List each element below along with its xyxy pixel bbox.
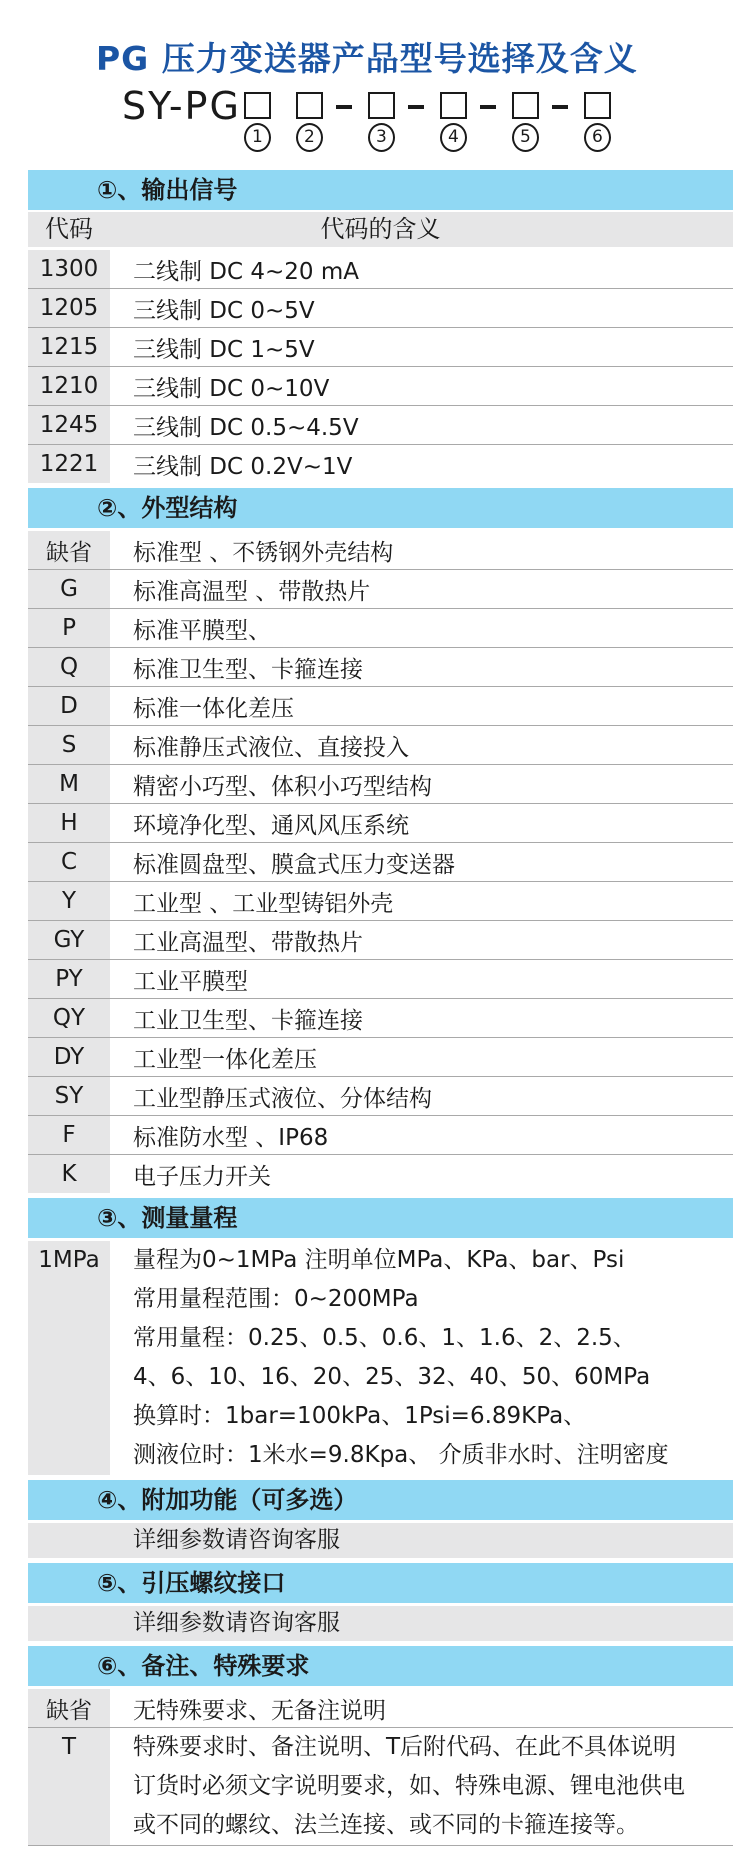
position-number-badge-4: 4 xyxy=(440,123,467,152)
code-cell: 1MPa xyxy=(28,1241,110,1475)
position-number-badge-2: 2 xyxy=(296,123,323,152)
code-cell: GY xyxy=(28,921,110,959)
table-row xyxy=(28,1077,733,1116)
code-cell: K xyxy=(28,1155,110,1193)
section-header-6: ⑥、备注、特殊要求 xyxy=(28,1646,733,1686)
code-cell: M xyxy=(28,765,110,803)
code-cell: P xyxy=(28,609,110,647)
meaning-line: 换算时：1bar=100kPa、1Psi=6.89KPa、 xyxy=(133,1403,587,1429)
model-position-2 xyxy=(296,88,323,152)
table-row xyxy=(28,609,733,648)
meaning-cell: 二线制 DC 4~20 mA xyxy=(115,250,733,288)
table-row xyxy=(28,765,733,804)
table-row xyxy=(28,570,733,609)
meaning-line: 常用量程：0.25、0.5、0.6、1、1.6、2、2.5、 xyxy=(133,1325,636,1351)
position-number-badge-1: 1 xyxy=(244,123,271,152)
code-cell: 1221 xyxy=(28,445,110,483)
code-cell: PY xyxy=(28,960,110,998)
table-row xyxy=(28,250,733,289)
meaning-cell: 三线制 DC 0~10V xyxy=(115,367,733,405)
model-position-4 xyxy=(440,88,467,152)
meaning-cell: 三线制 DC 0~5V xyxy=(115,289,733,327)
code-cell: SY xyxy=(28,1077,110,1115)
meaning-cell: 工业型一体化差压 xyxy=(115,1038,733,1076)
position-number-badge-5: 5 xyxy=(512,123,539,152)
table-row xyxy=(28,445,733,483)
meaning-cell: 标准防水型 、IP68 xyxy=(115,1116,733,1154)
model-code-box-2 xyxy=(296,92,323,119)
code-cell: 缺省 xyxy=(28,531,110,569)
model-position-3 xyxy=(368,88,395,152)
meaning-cell: 标准型 、不锈钢外壳结构 xyxy=(115,531,733,569)
table-row xyxy=(28,960,733,999)
section-header-4: ④、附加功能（可多选） xyxy=(28,1480,733,1520)
code-column-label: 代码 xyxy=(45,215,93,243)
code-cell: Y xyxy=(28,882,110,920)
code-cell: G xyxy=(28,570,110,608)
meaning-cell: 标准卫生型、卡箍连接 xyxy=(115,648,733,686)
model-position-6 xyxy=(584,88,611,152)
meaning-cell xyxy=(115,1241,733,1475)
note-row: 详细参数请咨询客服 xyxy=(28,1606,733,1641)
section-header-5: ⑤、引压螺纹接口 xyxy=(28,1563,733,1603)
section-header-3: ③、测量量程 xyxy=(28,1198,733,1238)
meaning-cell: 精密小巧型、体积小巧型结构 xyxy=(115,765,733,803)
table-row xyxy=(28,1038,733,1077)
code-cell: 缺省 xyxy=(28,1689,110,1727)
code-cell: Q xyxy=(28,648,110,686)
code-cell: 1215 xyxy=(28,328,110,366)
meaning-cell: 工业型静压式液位、分体结构 xyxy=(115,1077,733,1115)
dash-separator xyxy=(480,105,496,109)
table-row xyxy=(28,648,733,687)
meaning-cell: 标准高温型 、带散热片 xyxy=(115,570,733,608)
model-prefix: SY-PG xyxy=(122,84,241,128)
column-header-row xyxy=(28,212,733,247)
model-code-box-4 xyxy=(440,92,467,119)
dash-separator xyxy=(408,105,424,109)
meaning-cell: 工业卫生型、卡箍连接 xyxy=(115,999,733,1037)
code-cell: 1205 xyxy=(28,289,110,327)
model-position-1 xyxy=(244,88,271,152)
meaning-line: 或不同的螺纹、法兰连接、或不同的卡箍连接等。 xyxy=(133,1812,639,1838)
model-position-5 xyxy=(512,88,539,152)
table-row xyxy=(28,843,733,882)
meaning-line: 量程为0~1MPa 注明单位MPa、KPa、bar、Psi xyxy=(133,1247,625,1273)
meaning-line: 4、6、10、16、20、25、32、40、50、60MPa xyxy=(133,1364,651,1390)
meaning-line: 常用量程范围：0~200MPa xyxy=(133,1286,419,1312)
code-cell: DY xyxy=(28,1038,110,1076)
code-cell: F xyxy=(28,1116,110,1154)
model-code-diagram xyxy=(122,84,750,152)
meaning-column-label: 代码的含义 xyxy=(320,215,441,243)
code-cell: H xyxy=(28,804,110,842)
meaning-cell xyxy=(115,1728,733,1845)
meaning-cell: 标准圆盘型、膜盒式压力变送器 xyxy=(115,843,733,881)
dash-separator xyxy=(336,105,352,109)
code-cell: 1300 xyxy=(28,250,110,288)
meaning-cell: 标准静压式液位、直接投入 xyxy=(115,726,733,764)
page-title: PG 压力变送器产品型号选择及含义 xyxy=(96,39,638,78)
model-code-box-5 xyxy=(512,92,539,119)
meaning-cell: 标准平膜型、 xyxy=(115,609,733,647)
meaning-line: 特殊要求时、备注说明、T后附代码、在此不具体说明 xyxy=(133,1734,677,1760)
code-cell: 1210 xyxy=(28,367,110,405)
model-code-box-1 xyxy=(244,92,271,119)
code-cell: D xyxy=(28,687,110,725)
table-row xyxy=(28,531,733,570)
code-cell: S xyxy=(28,726,110,764)
table-row xyxy=(28,1689,733,1728)
table-row xyxy=(28,882,733,921)
table-row xyxy=(28,406,733,445)
table-row xyxy=(28,687,733,726)
section-header-2: ②、外型结构 xyxy=(28,488,733,528)
selection-table xyxy=(28,170,733,1846)
section-header-1: ①、输出信号 xyxy=(28,170,733,210)
table-row xyxy=(28,1116,733,1155)
meaning-cell: 无特殊要求、无备注说明 xyxy=(115,1689,733,1727)
table-row xyxy=(28,1728,733,1846)
code-cell: T xyxy=(28,1728,110,1845)
table-row xyxy=(28,921,733,960)
table-row xyxy=(28,367,733,406)
meaning-cell: 工业型 、工业型铸铝外壳 xyxy=(115,882,733,920)
meaning-cell: 电子压力开关 xyxy=(115,1155,733,1193)
code-cell: C xyxy=(28,843,110,881)
table-row xyxy=(28,726,733,765)
meaning-cell: 工业平膜型 xyxy=(115,960,733,998)
table-row xyxy=(28,289,733,328)
table-row xyxy=(28,999,733,1038)
table-row xyxy=(28,1155,733,1193)
dash-separator xyxy=(552,105,568,109)
code-cell: 1245 xyxy=(28,406,110,444)
position-number-badge-6: 6 xyxy=(584,123,611,152)
table-row xyxy=(28,804,733,843)
meaning-cell: 三线制 DC 0.5~4.5V xyxy=(115,406,733,444)
model-code-box-6 xyxy=(584,92,611,119)
meaning-cell: 工业高温型、带散热片 xyxy=(115,921,733,959)
meaning-cell: 三线制 DC 0.2V~1V xyxy=(115,445,733,483)
table-row xyxy=(28,1241,733,1475)
meaning-cell: 标准一体化差压 xyxy=(115,687,733,725)
table-row xyxy=(28,328,733,367)
code-cell: QY xyxy=(28,999,110,1037)
meaning-cell: 三线制 DC 1~5V xyxy=(115,328,733,366)
model-code-box-3 xyxy=(368,92,395,119)
note-row: 详细参数请咨询客服 xyxy=(28,1523,733,1558)
meaning-line: 订货时必须文字说明要求，如、特殊电源、锂电池供电 xyxy=(133,1773,685,1799)
meaning-cell: 环境净化型、通风风压系统 xyxy=(115,804,733,842)
meaning-line: 测液位时：1米水=9.8Kpa、 介质非水时、注明密度 xyxy=(133,1442,669,1468)
position-number-badge-3: 3 xyxy=(368,123,395,152)
